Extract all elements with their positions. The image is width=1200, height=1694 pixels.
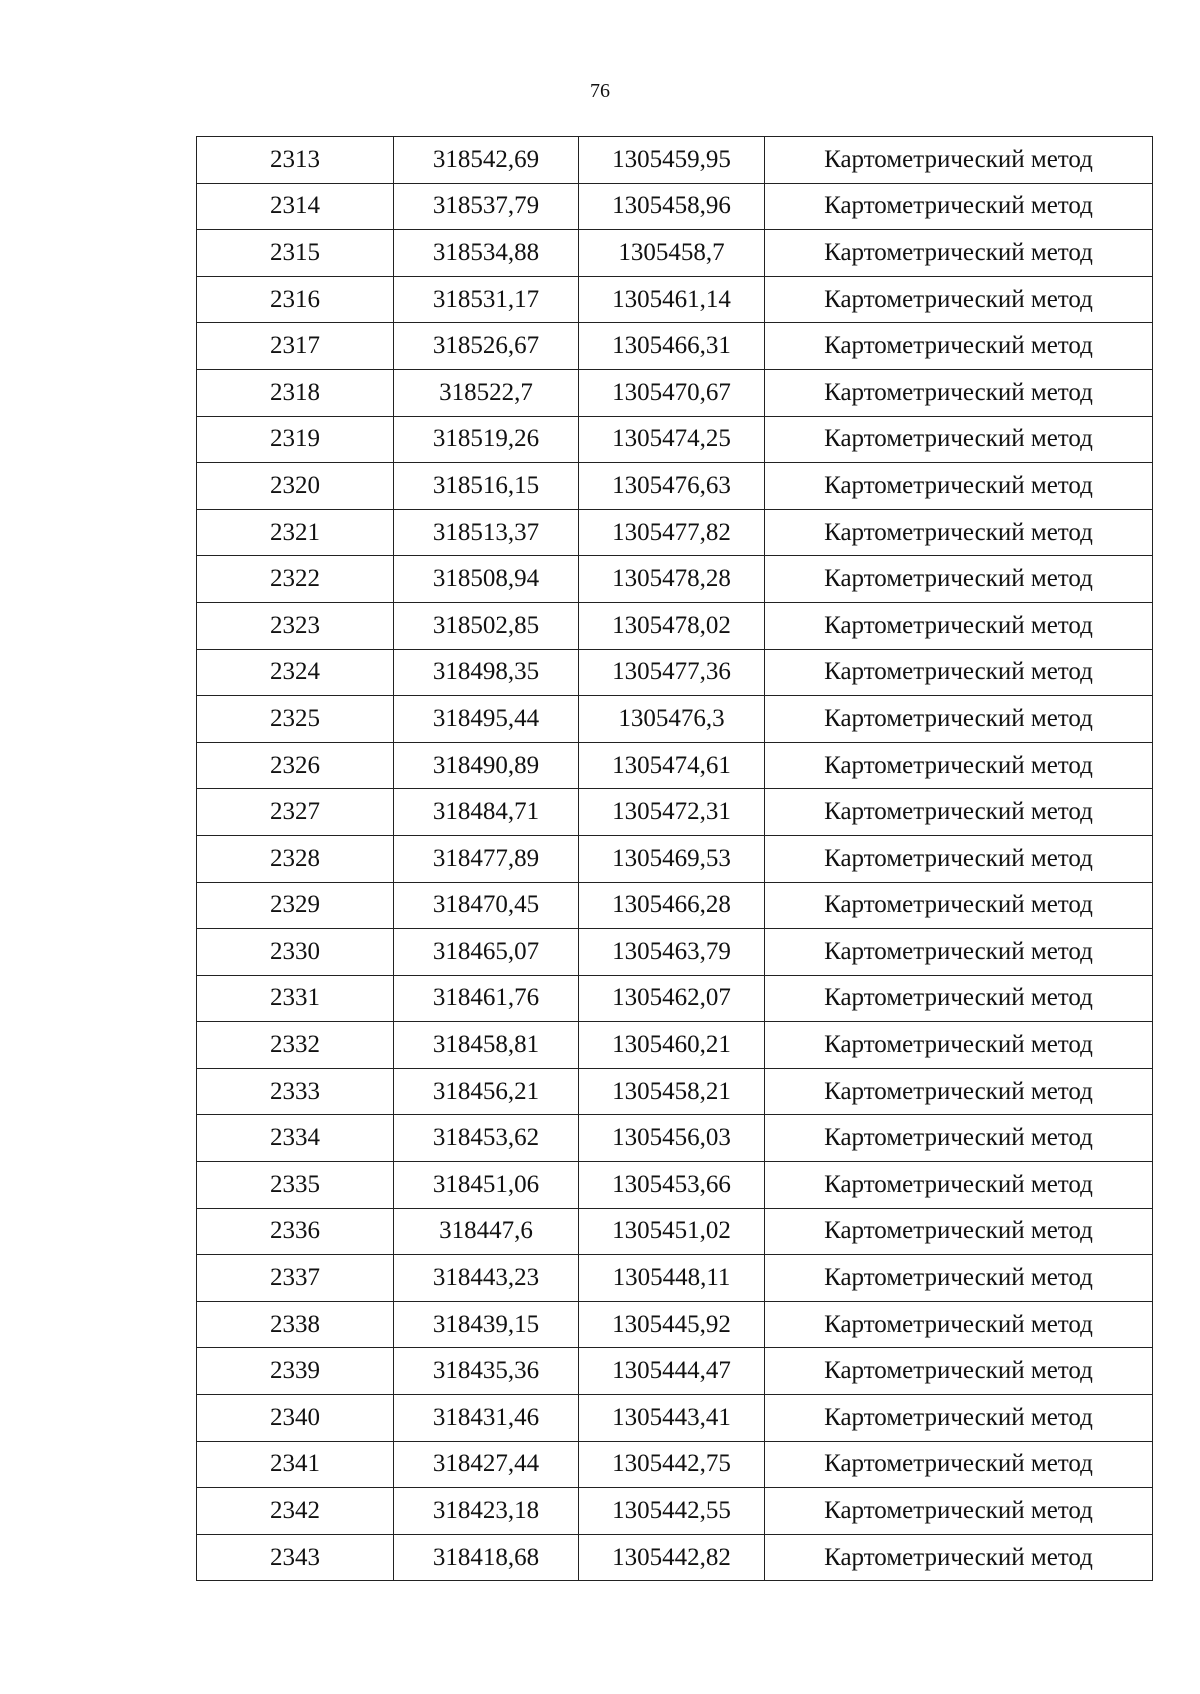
point-number-cell: 2328 <box>197 835 394 882</box>
table-row <box>197 1208 1153 1255</box>
table-row <box>197 929 1153 976</box>
point-number-cell: 2321 <box>197 509 394 556</box>
point-number-cell: 2323 <box>197 602 394 649</box>
method-cell: Картометрический метод <box>765 1022 1153 1069</box>
point-number-cell: 2330 <box>197 929 394 976</box>
point-number-cell: 2340 <box>197 1395 394 1442</box>
table-row <box>197 1301 1153 1348</box>
table-row <box>197 276 1153 323</box>
y-coordinate-cell: 1305448,11 <box>579 1255 765 1302</box>
y-coordinate-cell: 1305451,02 <box>579 1208 765 1255</box>
x-coordinate-cell: 318531,17 <box>394 276 579 323</box>
x-coordinate-cell: 318513,37 <box>394 509 579 556</box>
table-row <box>197 323 1153 370</box>
method-cell: Картометрический метод <box>765 602 1153 649</box>
table-row <box>197 1255 1153 1302</box>
y-coordinate-cell: 1305442,55 <box>579 1488 765 1535</box>
x-coordinate-cell: 318470,45 <box>394 882 579 929</box>
method-cell: Картометрический метод <box>765 1162 1153 1209</box>
x-coordinate-cell: 318427,44 <box>394 1441 579 1488</box>
x-coordinate-cell: 318519,26 <box>394 416 579 463</box>
y-coordinate-cell: 1305476,63 <box>579 463 765 510</box>
x-coordinate-cell: 318418,68 <box>394 1534 579 1581</box>
x-coordinate-cell: 318477,89 <box>394 835 579 882</box>
point-number-cell: 2337 <box>197 1255 394 1302</box>
point-number-cell: 2319 <box>197 416 394 463</box>
point-number-cell: 2335 <box>197 1162 394 1209</box>
x-coordinate-cell: 318447,6 <box>394 1208 579 1255</box>
point-number-cell: 2327 <box>197 789 394 836</box>
y-coordinate-cell: 1305458,21 <box>579 1068 765 1115</box>
table-row <box>197 1488 1153 1535</box>
x-coordinate-cell: 318490,89 <box>394 742 579 789</box>
point-number-cell: 2342 <box>197 1488 394 1535</box>
coordinates-table <box>196 136 1153 1581</box>
y-coordinate-cell: 1305460,21 <box>579 1022 765 1069</box>
point-number-cell: 2331 <box>197 975 394 1022</box>
x-coordinate-cell: 318461,76 <box>394 975 579 1022</box>
x-coordinate-cell: 318516,15 <box>394 463 579 510</box>
x-coordinate-cell: 318526,67 <box>394 323 579 370</box>
table-row <box>197 137 1153 184</box>
point-number-cell: 2343 <box>197 1534 394 1581</box>
method-cell: Картометрический метод <box>765 276 1153 323</box>
y-coordinate-cell: 1305474,61 <box>579 742 765 789</box>
point-number-cell: 2338 <box>197 1301 394 1348</box>
x-coordinate-cell: 318495,44 <box>394 696 579 743</box>
method-cell: Картометрический метод <box>765 696 1153 743</box>
y-coordinate-cell: 1305470,67 <box>579 369 765 416</box>
x-coordinate-cell: 318465,07 <box>394 929 579 976</box>
point-number-cell: 2341 <box>197 1441 394 1488</box>
x-coordinate-cell: 318435,36 <box>394 1348 579 1395</box>
y-coordinate-cell: 1305458,96 <box>579 183 765 230</box>
point-number-cell: 2317 <box>197 323 394 370</box>
y-coordinate-cell: 1305466,31 <box>579 323 765 370</box>
table-row <box>197 649 1153 696</box>
point-number-cell: 2325 <box>197 696 394 743</box>
point-number-cell: 2320 <box>197 463 394 510</box>
table-row <box>197 742 1153 789</box>
y-coordinate-cell: 1305477,36 <box>579 649 765 696</box>
table-row <box>197 1441 1153 1488</box>
y-coordinate-cell: 1305478,28 <box>579 556 765 603</box>
x-coordinate-cell: 318484,71 <box>394 789 579 836</box>
method-cell: Картометрический метод <box>765 230 1153 277</box>
method-cell: Картометрический метод <box>765 882 1153 929</box>
y-coordinate-cell: 1305445,92 <box>579 1301 765 1348</box>
method-cell: Картометрический метод <box>765 742 1153 789</box>
method-cell: Картометрический метод <box>765 835 1153 882</box>
table-row <box>197 789 1153 836</box>
table-row <box>197 1395 1153 1442</box>
table-row <box>197 1348 1153 1395</box>
point-number-cell: 2336 <box>197 1208 394 1255</box>
point-number-cell: 2315 <box>197 230 394 277</box>
x-coordinate-cell: 318508,94 <box>394 556 579 603</box>
y-coordinate-cell: 1305463,79 <box>579 929 765 976</box>
table-row <box>197 1115 1153 1162</box>
method-cell: Картометрический метод <box>765 1395 1153 1442</box>
x-coordinate-cell: 318522,7 <box>394 369 579 416</box>
table-row <box>197 1068 1153 1115</box>
y-coordinate-cell: 1305462,07 <box>579 975 765 1022</box>
y-coordinate-cell: 1305472,31 <box>579 789 765 836</box>
method-cell: Картометрический метод <box>765 1488 1153 1535</box>
method-cell: Картометрический метод <box>765 1208 1153 1255</box>
table-row <box>197 835 1153 882</box>
table-row <box>197 230 1153 277</box>
y-coordinate-cell: 1305459,95 <box>579 137 765 184</box>
method-cell: Картометрический метод <box>765 1301 1153 1348</box>
method-cell: Картометрический метод <box>765 556 1153 603</box>
y-coordinate-cell: 1305466,28 <box>579 882 765 929</box>
method-cell: Картометрический метод <box>765 509 1153 556</box>
point-number-cell: 2326 <box>197 742 394 789</box>
point-number-cell: 2322 <box>197 556 394 603</box>
table-row <box>197 463 1153 510</box>
point-number-cell: 2332 <box>197 1022 394 1069</box>
y-coordinate-cell: 1305458,7 <box>579 230 765 277</box>
method-cell: Картометрический метод <box>765 789 1153 836</box>
x-coordinate-cell: 318534,88 <box>394 230 579 277</box>
table-row <box>197 1534 1153 1581</box>
x-coordinate-cell: 318451,06 <box>394 1162 579 1209</box>
x-coordinate-cell: 318443,23 <box>394 1255 579 1302</box>
point-number-cell: 2329 <box>197 882 394 929</box>
y-coordinate-cell: 1305443,41 <box>579 1395 765 1442</box>
y-coordinate-cell: 1305444,47 <box>579 1348 765 1395</box>
method-cell: Картометрический метод <box>765 1255 1153 1302</box>
table-row <box>197 882 1153 929</box>
x-coordinate-cell: 318453,62 <box>394 1115 579 1162</box>
method-cell: Картометрический метод <box>765 649 1153 696</box>
x-coordinate-cell: 318439,15 <box>394 1301 579 1348</box>
y-coordinate-cell: 1305442,75 <box>579 1441 765 1488</box>
y-coordinate-cell: 1305477,82 <box>579 509 765 556</box>
x-coordinate-cell: 318498,35 <box>394 649 579 696</box>
x-coordinate-cell: 318431,46 <box>394 1395 579 1442</box>
point-number-cell: 2314 <box>197 183 394 230</box>
y-coordinate-cell: 1305476,3 <box>579 696 765 743</box>
point-number-cell: 2318 <box>197 369 394 416</box>
page-number: 76 <box>590 80 610 102</box>
point-number-cell: 2333 <box>197 1068 394 1115</box>
point-number-cell: 2339 <box>197 1348 394 1395</box>
method-cell: Картометрический метод <box>765 1348 1153 1395</box>
table-row <box>197 369 1153 416</box>
table-row <box>197 556 1153 603</box>
table-row <box>197 602 1153 649</box>
table-row <box>197 416 1153 463</box>
method-cell: Картометрический метод <box>765 323 1153 370</box>
method-cell: Картометрический метод <box>765 1115 1153 1162</box>
table-body <box>197 137 1153 1581</box>
point-number-cell: 2334 <box>197 1115 394 1162</box>
method-cell: Картометрический метод <box>765 137 1153 184</box>
x-coordinate-cell: 318458,81 <box>394 1022 579 1069</box>
x-coordinate-cell: 318542,69 <box>394 137 579 184</box>
y-coordinate-cell: 1305456,03 <box>579 1115 765 1162</box>
method-cell: Картометрический метод <box>765 929 1153 976</box>
x-coordinate-cell: 318456,21 <box>394 1068 579 1115</box>
x-coordinate-cell: 318537,79 <box>394 183 579 230</box>
y-coordinate-cell: 1305453,66 <box>579 1162 765 1209</box>
method-cell: Картометрический метод <box>765 183 1153 230</box>
method-cell: Картометрический метод <box>765 416 1153 463</box>
table-row <box>197 1162 1153 1209</box>
y-coordinate-cell: 1305461,14 <box>579 276 765 323</box>
y-coordinate-cell: 1305442,82 <box>579 1534 765 1581</box>
method-cell: Картометрический метод <box>765 1068 1153 1115</box>
table-row <box>197 509 1153 556</box>
table-row <box>197 696 1153 743</box>
method-cell: Картометрический метод <box>765 463 1153 510</box>
y-coordinate-cell: 1305469,53 <box>579 835 765 882</box>
table-row <box>197 1022 1153 1069</box>
method-cell: Картометрический метод <box>765 1534 1153 1581</box>
table-row <box>197 975 1153 1022</box>
x-coordinate-cell: 318423,18 <box>394 1488 579 1535</box>
point-number-cell: 2324 <box>197 649 394 696</box>
method-cell: Картометрический метод <box>765 1441 1153 1488</box>
x-coordinate-cell: 318502,85 <box>394 602 579 649</box>
table-row <box>197 183 1153 230</box>
method-cell: Картометрический метод <box>765 975 1153 1022</box>
point-number-cell: 2316 <box>197 276 394 323</box>
method-cell: Картометрический метод <box>765 369 1153 416</box>
y-coordinate-cell: 1305478,02 <box>579 602 765 649</box>
point-number-cell: 2313 <box>197 137 394 184</box>
y-coordinate-cell: 1305474,25 <box>579 416 765 463</box>
